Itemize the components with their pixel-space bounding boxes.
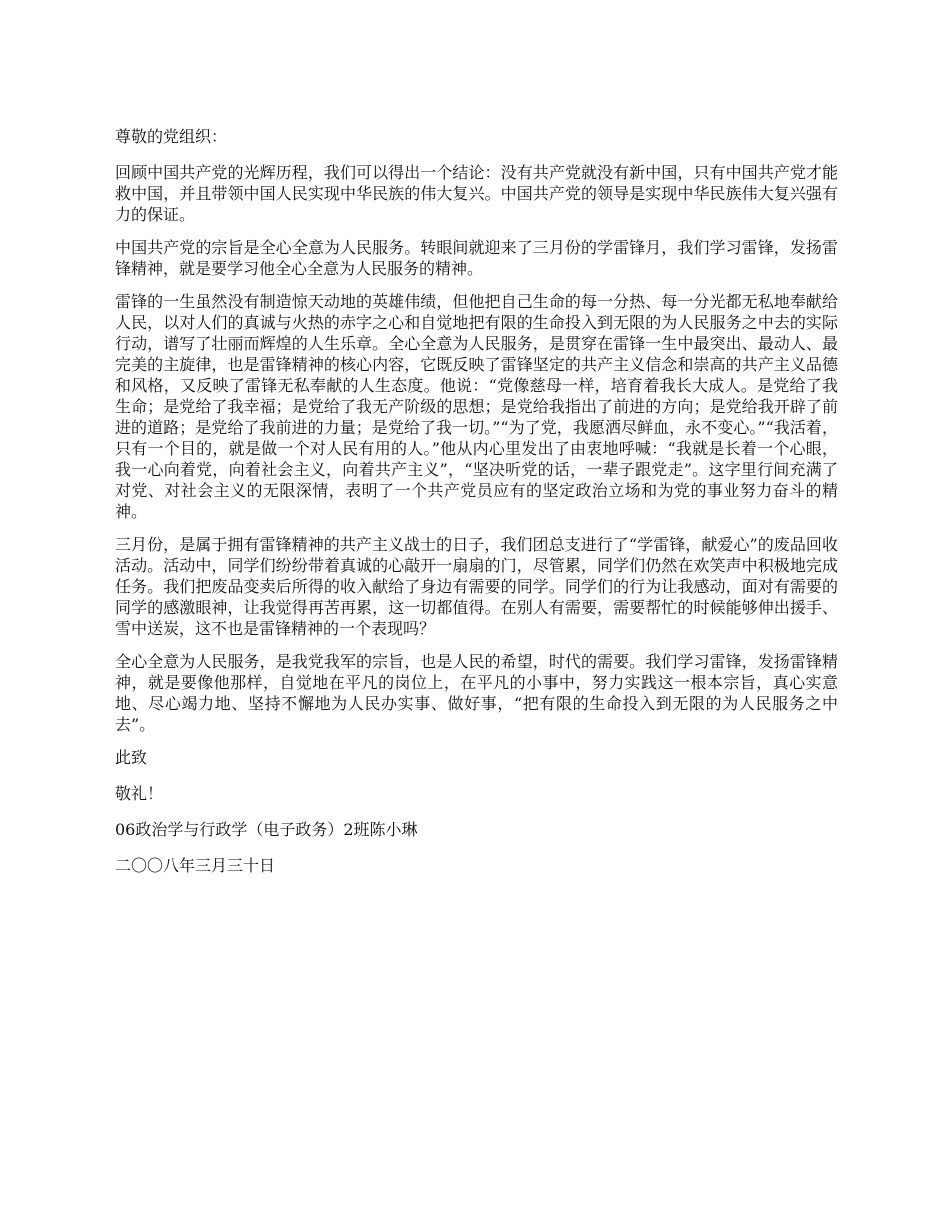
letter-body [115, 126, 838, 891]
closing: 此致 [115, 748, 148, 767]
paragraph-serve-people: 全心全意为人民服务，是我党我军的宗旨，也是人民的希望，时代的需要。我们学习雷锋，发扬雷锋精神，就是要像他那样，自觉地在平凡的岗位上，在平凡的小事中，努力实践这一根本宗旨，真心实意地、尽心竭力地、坚持不懈地为人民办实事、做好事，“把有限的生命投入到无限的为人民服务之中去”。 [115, 652, 838, 734]
salutation: 尊敬的党组织： [115, 127, 228, 146]
date: 二〇〇八年三月三十日 [115, 856, 276, 875]
paragraph-conclusion: 回顾中国共产党的光辉历程，我们可以得出一个结论：没有共产党就没有新中国，只有中国共产党才能救中国，并且带领中国人民实现中华民族的伟大复兴。中国共产党的领导是实现中华民族伟大复兴强有力的保证。 [115, 163, 838, 224]
paragraph-leifeng-life: 雷锋的一生虽然没有制造惊天动地的英雄伟绩，但他把自己生命的每一分热、每一分光都无私地奉献给人民，以对人们的真诚与火热的赤字之心和自觉地把有限的生命投入到无限的为人民服务之中去的实际行动，谱写了壮丽而辉煌的人生乐章。全心全意为人民服务，是贯穿在雷锋一生中最突出、最动人、最完美的主旋律，也是雷锋精神的核心内容，它既反映了雷锋坚定的共产主义信念和崇高的共产主义品德和风格，又反映了雷锋无私奉献的人生态度。他说：“党像慈母一样，培育着我长大成人。是党给了我生命；是党给了我幸福；是党给了我无产阶级的思想；是党给我指出了前进的方向；是党给我开辟了前进的道路；是党给了我前进的力量；是党给了我一切。”“为了党，我愿洒尽鲜血，永不变心。”“我活着，只有一个目的，就是做一个对人民有用的人。”他从内心里发出了由衷地呼喊：“我就是长着一个心眼，我一心向着党，向着社会主义，向着共产主义”，“坚决听党的话，一辈子跟党走”。这字里行间充满了对党、对社会主义的无限深情，表明了一个共产党员应有的坚定政治立场和为党的事业努力奋斗的精神。 [115, 292, 838, 521]
regards: 敬礼！ [115, 784, 164, 803]
signature: 06政治学与行政学（电子政务）2班陈小琳 [115, 820, 418, 839]
paragraph-march-activity: 三月份，是属于拥有雷锋精神的共产主义战士的日子，我们团总支进行了“学雷锋，献爱心”的废品回收活动。活动中，同学们纷纷带着真诚的心敲开一扇扇的门，尽管累，同学们仍然在欢笑声中积极地完成任务。我们把废品变卖后所得的收入献给了身边有需要的同学。同学们的行为让我感动，面对有需要的同学的感激眼神，让我觉得再苦再累，这一切都值得。在别人有需要，需要帮忙的时候能够伸出援手、雪中送炭，这不也是雷锋精神的一个表现吗？ [115, 535, 838, 638]
paragraph-purpose: 中国共产党的宗旨是全心全意为人民服务。转眼间就迎来了三月份的学雷锋月，我们学习雷锋，发扬雷锋精神，就是要学习他全心全意为人民服务的精神。 [115, 238, 838, 278]
